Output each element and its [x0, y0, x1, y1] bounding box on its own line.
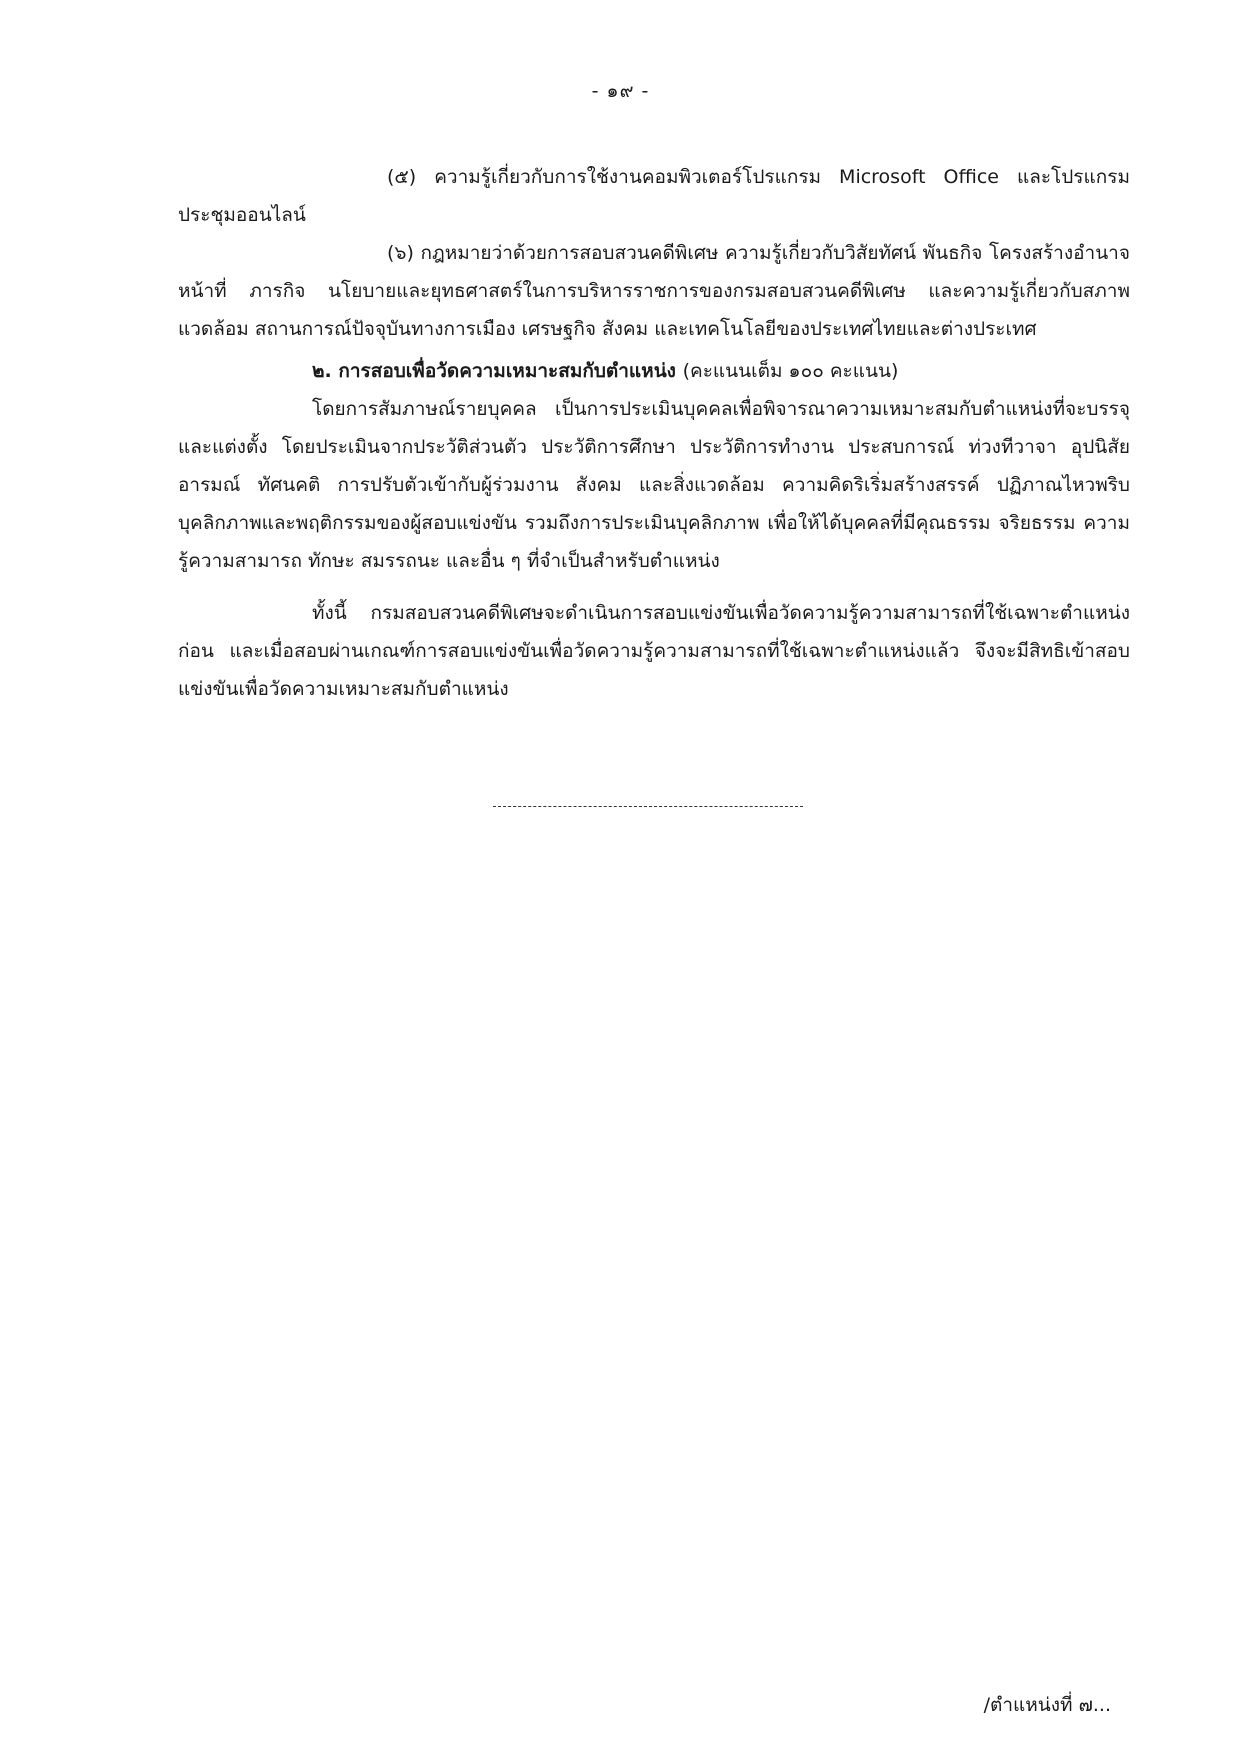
- section-heading-2: [178, 352, 1130, 390]
- paragraph-item-5: (๕) ความรู้เกี่ยวกับการใช้งานคอมพิวเตอร์โปรแกรม Microsoft Office และโปรแกรมประชุมออนไลน์: [178, 166, 1130, 226]
- page-number: - ๑๙ -: [591, 80, 650, 102]
- paragraph-item-6: (๖) กฎหมายว่าด้วยการสอบสวนคดีพิเศษ ความรู้เกี่ยวกับวิสัยทัศน์ พันธกิจ โครงสร้างอำนาจหน้าที่ ภารกิจ นโยบายและยุทธศาสตร์ในการบริหารราชการของกรมสอบสวนคดีพิเศษ และความรู้เกี่ยวกับสภาพแวดล้อม สถานการณ์ปัจจุบันทางการเมือง เศรษฐกิจ สังคม และเทคโนโลยีของประเทศไทยและต่างประเทศ: [178, 242, 1130, 340]
- paragraph-interview: โดยการสัมภาษณ์รายบุคคล เป็นการประเมินบุคคลเพื่อพิจารณาความเหมาะสมกับตำแหน่งที่จะบรรจุและแต่งตั้ง โดยประเมินจากประวัติส่วนตัว ประวัติการศึกษา ประวัติการทำงาน ประสบการณ์ ท่วงทีวาจา อุปนิสัย อารมณ์ ทัศนคติ การปรับตัวเข้ากับผู้ร่วมงาน สังคม และสิ่งแวดล้อม ความคิดริเริ่มสร้างสรรค์ ปฏิภาณไหวพริบ บุคลิกภาพและพฤติกรรมของผู้สอบแข่งขัน รวมถึงการประเมินบุคลิกภาพ เพื่อให้ได้บุคคลที่มีคุณธรรม จริยธรรม ความรู้ความสามารถ ทักษะ สมรรถนะ และอื่น ๆ ที่จำเป็นสำหรับตำแหน่ง: [178, 398, 1130, 572]
- paragraph-conclusion: ทั้งนี้ กรมสอบสวนคดีพิเศษจะดำเนินการสอบแข่งขันเพื่อวัดความรู้ความสามารถที่ใช้เฉพาะตำแหน่งก่อน และเมื่อสอบผ่านเกณฑ์การสอบแข่งขันเพื่อวัดความรู้ความสามารถที่ใช้เฉพาะตำแหน่งแล้ว จึงจะมีสิทธิเข้าสอบแข่งขันเพื่อวัดความเหมาะสมกับตำแหน่ง: [178, 602, 1130, 700]
- section-heading-2-score: (คะแนนเต็ม ๑๐๐ คะแนน): [682, 360, 899, 382]
- end-separator-line: [493, 806, 803, 807]
- section-heading-2-title: ๒. การสอบเพื่อวัดความเหมาะสมกับตำแหน่ง: [312, 360, 676, 382]
- continuation-note: /ตำแหน่งที่ ๗...: [983, 1694, 1111, 1716]
- document-body: [178, 158, 1130, 708]
